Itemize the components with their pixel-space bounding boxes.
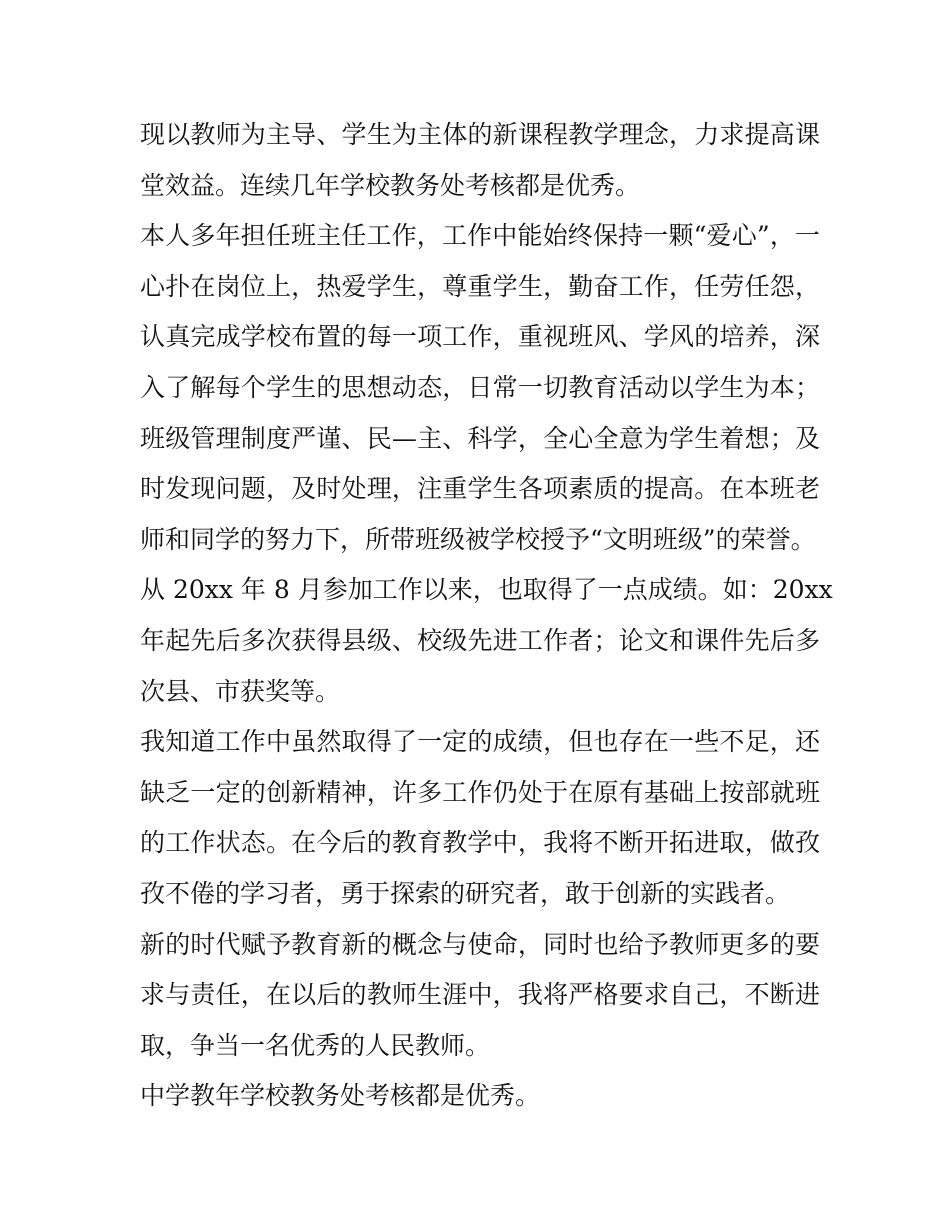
text-line: 中学教年学校教务处考核都是优秀。 [140,1081,541,1111]
text-line: 师和同学的努力下，所带班级被学校授予“文明班级”的荣誉。 [140,524,816,554]
paragraph-5 [140,920,820,1072]
document-body [140,110,833,1122]
text-line: 孜不倦的学习者，勇于探索的研究者，敢于创新的实践者。 [140,878,791,908]
text-line: 我知道工作中虽然取得了一定的成绩，但也存在一些不足，还 [140,727,820,757]
text-line: 心扑在岗位上，热爱学生，尊重学生，勤奋工作，任劳任怨， [140,271,820,301]
text-line: 年起先后多次获得县级、校级先进工作者；论文和课件先后多 [140,625,820,655]
text-line: 现以教师为主导、学生为主体的新课程教学理念，力求提高课 [140,120,820,149]
text-line: 堂效益。连续几年学校教务处考核都是优秀。 [140,170,641,200]
paragraph-3 [140,565,833,717]
paragraph-4 [140,717,820,919]
text-line: 缺乏一定的创新精神，许多工作仍处于在原有基础上按部就班 [140,777,820,807]
text-line: 班级管理制度严谨、民—主、科学，全心全意为学生着想；及 [140,423,820,453]
text-line: 新的时代赋予教育新的概念与使命，同时也给予教师更多的要 [140,929,820,959]
text-line: 次县、市获奖等。 [140,676,341,706]
text-line: 求与责任，在以后的教师生涯中，我将严格要求自己，不断进 [140,980,820,1010]
text-line: 的工作状态。在今后的教育教学中，我将不断开拓进取，做孜 [140,828,820,858]
paragraph-6 [140,1071,820,1122]
text-line: 认真完成学校布置的每一项工作，重视班风、学风的培养，深 [140,322,820,352]
text-line: 从 20xx 年 8 月参加工作以来，也取得了一点成绩。如：20xx [140,575,833,605]
text-line: 本人多年担任班主任工作，工作中能始终保持一颗“爱心”，一 [140,221,820,251]
paragraph-1 [140,110,820,211]
text-line: 取，争当一名优秀的人民教师。 [140,1030,491,1060]
text-line: 时发现问题，及时处理，注重学生各项素质的提高。在本班老 [140,474,820,504]
paragraph-2 [140,211,820,565]
text-line: 入了解每个学生的思想动态，日常一切教育活动以学生为本； [140,372,820,402]
